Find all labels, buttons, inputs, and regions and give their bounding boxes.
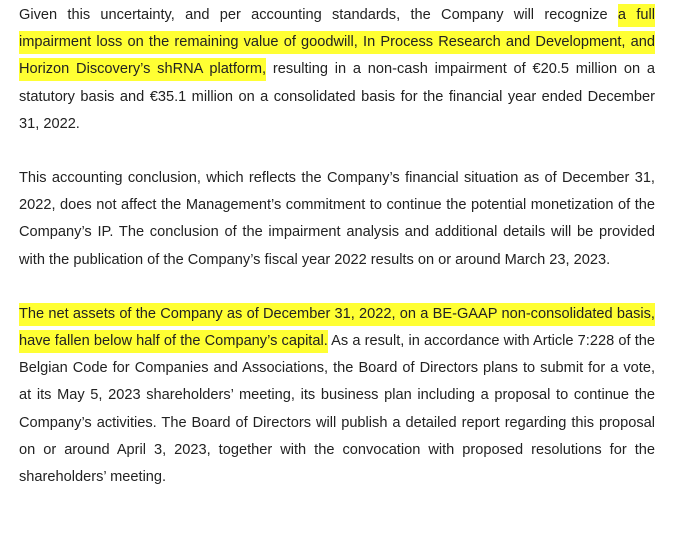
paragraph-accounting-conclusion-text: This accounting conclusion, which reflects the Company’s financial situation as of December 31, 2022, does not affect the Management’s commitment to continue the potential monetization of the Company’s IP. The conclusion of the impairment analysis and additional details will be provided with the publication of the Company’s fiscal year 2022 results on or around March 23, 2023.: [19, 170, 655, 268]
paragraph-impairment-text: Given this uncertainty, and per accounting standards, the Company will recognize: [19, 7, 618, 23]
highlighted-net-assets-text: The net assets of the Company as of December 31, 2022, on a BE-GAAP non-consolidated basis, have fallen below half of the Company’s capital.: [19, 303, 655, 353]
highlighted-impairment-text: a full impairment loss on the remaining value of goodwill, In Process Research and Development, and Horizon Discovery’s shRNA platform,: [19, 4, 655, 81]
paragraph-impairment: [19, 0, 655, 138]
paragraph-impairment-rest: resulting in a non-cash impairment of €20.5 million on a statutory basis and €35.1 million on a consolidated basis for the financial year ended December 31, 2022.: [19, 61, 655, 132]
paragraph-net-assets: [19, 301, 655, 491]
document-body: [19, 0, 655, 491]
paragraph-net-assets-rest: As a result, in accordance with Article 7:228 of the Belgian Code for Companies and Associations, the Board of Directors plans to submit for a vote, at its May 5, 2023 shareholders’ meeting, its business plan including a proposal to continue the Company’s activities. The Board of Directors will publish a detailed report regarding this proposal on or around April 3, 2023, together with the convocation with proposed resolutions for the shareholders’ meeting.: [19, 333, 655, 486]
paragraph-accounting-conclusion: [19, 165, 655, 274]
